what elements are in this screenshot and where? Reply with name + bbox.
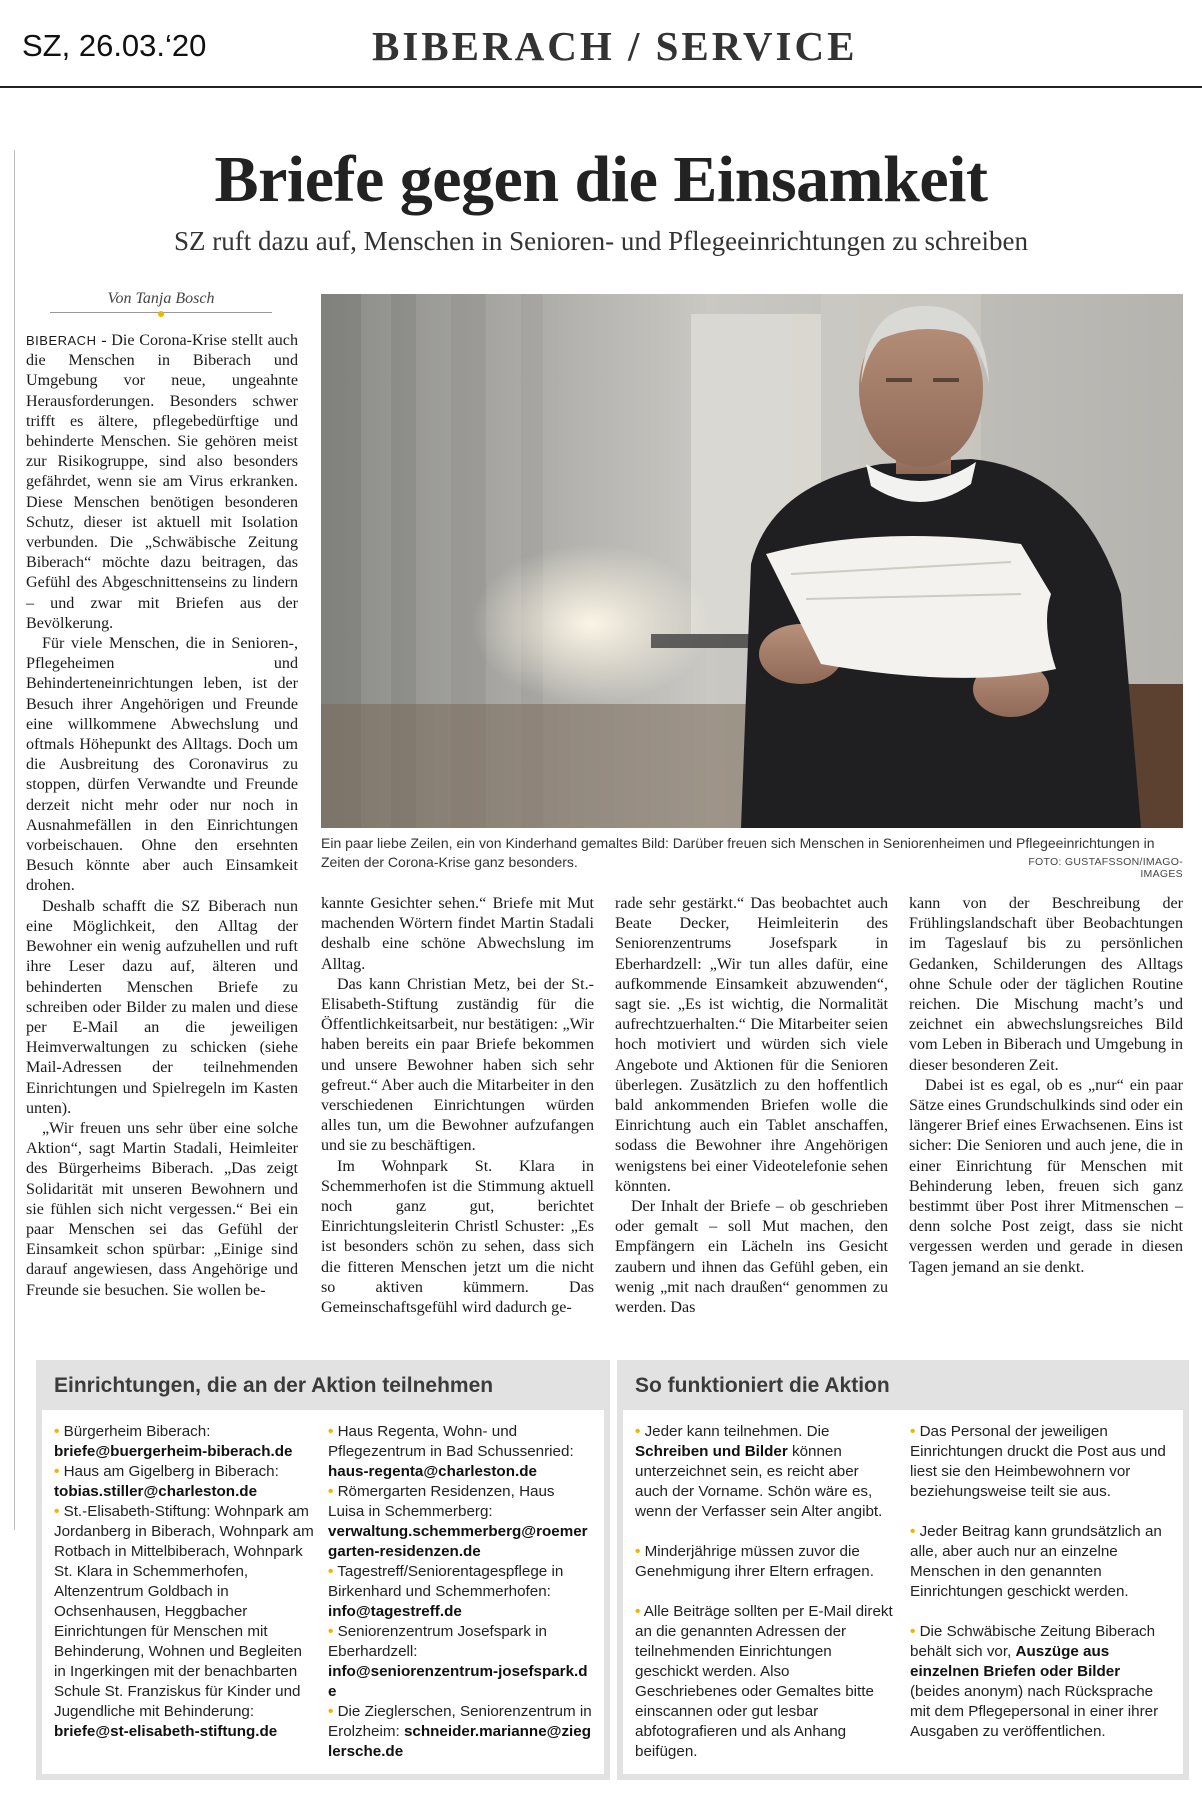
paragraph: Dabei ist es egal, ob es „nur“ ein paar Sätze eines Grundschulkinds sind oder ein längerer Brief eines Erwachsenen. Eins ist sicher: Die Senioren und auch jene, die in einer Einrichtung für Menschen mit Behinderung leben, freuen sich ganz bestimmt über Post ihrer Mitmenschen – denn solche Post zeigt, dass sie nicht vergessen werden und gerade in diesen Tagen jemand an sie denkt. (909, 1076, 1183, 1276)
article-column-1 (26, 331, 298, 1301)
subheadline: SZ ruft dazu auf, Menschen in Senioren- und Pflegeeinrichtungen zu schreiben (174, 226, 1028, 256)
howto-item: • Das Personal der jeweiligen Einrichtungen druckt die Post aus und liest sie den Heimbewohnern vor beziehungsweise teilt sie aus. (910, 1423, 1166, 1500)
paragraph: Im Wohnpark St. Klara in Schemmerhofen ist die Stimmung aktuell noch ganz gut, berichtet Einrichtungsleiterin Christl Schuster: „Es ist besonders schön zu sehen, dass sich die fitteren Menschen jetzt um die nicht so aktiven kümmern. Das Gemeinschaftsgefühl wird dadurch ge- (321, 1157, 594, 1317)
howto-col-1 (635, 1422, 893, 1762)
article-column-4 (909, 894, 1183, 1278)
facility-item: • Römergarten Residenzen, Haus Luisa in Schemmerberg: verwaltung.schemmerberg@roemergarten-residenzen.de (328, 1483, 588, 1560)
article-column-2 (321, 894, 594, 1318)
paragraph: Das kann Christian Metz, bei der St.-Elisabeth-Stiftung zuständig für die Öffentlichkeitsarbeit, nur bestätigen: „Wir haben bereits ein paar Briefe bekommen und unsere Bewohner haben sich sehr gefreut.“ Aber auch die Mitarbeiter in den verschiedenen Einrichtungen würden alles tun, um die Bewohner aufzufangen und sie zu beschäftigen. (321, 975, 594, 1155)
facilities-box (36, 1360, 610, 1780)
facility-item: • Seniorenzentrum Josefspark in Eberhardzell: info@seniorenzentrum-josefspark.de (328, 1623, 588, 1700)
paragraph: kann von der Beschreibung der Frühlingslandschaft über Beobachtungen im Tageslauf bis zu persönlichen Gedanken, Schilderungen des Alltags ohne Schule oder der täglichen Routine reichen. Die Mischung macht’s und zeichnet ein abwechslungsreiches Bild vom Leben in Biberach und Umgebung in dieser besonderen Zeit. (909, 895, 1183, 1074)
header-rule (0, 86, 1202, 88)
frame-line (14, 150, 15, 1530)
byline-dot (158, 311, 164, 317)
paragraph: „Wir freuen uns sehr über eine solche Aktion“, sagt Martin Stadali, Heimleiter des Bürgerheims Biberach. „Das zeigt Solidarität mit unseren Bewohnern und sie fühlen sich nicht vergessen.“ Bei ein paar Menschen sei das Gefühl der Einsamkeit schon spürbar: „Einige sind darauf angewiesen, dass Angehörige und Freunde sie besuchen. Sie wollen be- (26, 1119, 298, 1299)
howto-box (617, 1360, 1189, 1780)
paragraph: rade sehr gestärkt.“ Das beobachtet auch Beate Decker, Heimleiterin des Seniorenzentrums Josefspark in Eberhardzell: „Wir tun alles dafür, eine aufkommende Einsamkeit abzuwenden“, sagt sie. „Es ist wichtig, die Normalität aufrechtzuerhalten.“ Die Mitarbeiter seien hoch motiviert und würden sich viele Angebote und Aktionen für die Senioren überlegen. Zusätzlich zu den hoffentlich bald ankommenden Briefen wolle die Einrichtung auch ein Tablet anschaffen, sodass die Bewohner ihre Angehörigen wenigstens bei einer Videotelefonie sehen könnten. (615, 895, 888, 1195)
facility-email[interactable]: info@seniorenzentrum-josefspark.de (328, 1663, 588, 1700)
headline: Briefe gegen die Einsamkeit (214, 143, 988, 216)
howto-col-2 (910, 1422, 1168, 1742)
photo-senior-reading-letter (321, 294, 1183, 828)
article-photo (321, 294, 1183, 828)
howto-item: • Jeder Beitrag kann grundsätzlich an alle, aber auch nur an einzelne Menschen in den genannten Einrichtungen geschickt werden. (910, 1523, 1162, 1600)
facility-email[interactable]: haus-regenta@charleston.de (328, 1463, 537, 1480)
facility-email[interactable]: schneider.marianne@zieglersche.de (328, 1723, 591, 1760)
facility-email[interactable]: briefe@buergerheim-biberach.de (54, 1443, 293, 1460)
facility-item: • St.-Elisabeth-Stiftung: Wohnpark am Jordanberg in Biberach, Wohnpark am Rotbach in Mittelbiberach, Wohnpark St. Klara in Schemmerhofen, Altenzentrum Goldbach in Ochsenhausen, Heggbacher Einrichtungen für Menschen mit Behinderung, Wohnen und Begleiten in Ingerkingen mit der benachbarten Schule St. Franziskus für Kinder und Jugendliche mit Behinderung: briefe@st-elisabeth-stiftung.de (54, 1503, 314, 1740)
byline: Von Tanja Bosch (50, 290, 272, 313)
paragraph: BIBERACH - Die Corona-Krise stellt auch die Menschen in Biberach und Umgebung vor neue, ungeahnte Herausforderungen. Besonders schwer trifft es ältere, pflegebedürftige und behinderte Menschen. Sie gehören meist zur Risikogruppe, sind also besonders gefährdet, wenn sie am Virus erkranken. Diese Menschen benötigen besonderen Schutz, dieser ist aktuell mit Isolation verbunden. Die „Schwäbische Zeitung Biberach“ möchte dazu beitragen, das Gefühl des Abgeschnittenseins zu lindern – und zwar mit Briefen aus der Bevölkerung. (26, 332, 298, 632)
photo-caption: Ein paar liebe Zeilen, ein von Kinderhand gemaltes Bild: Darüber freuen sich Menschen in Seniorenheimen und Pflegeeinrichtungen in Zeiten der Corona-Krise ganz besonders. (321, 835, 1155, 870)
facility-item: • Bürgerheim Biberach: briefe@buergerheim-biberach.de (54, 1423, 293, 1460)
facilities-col-2 (328, 1422, 592, 1762)
article-column-3 (615, 894, 888, 1318)
facility-email[interactable]: tobias.stiller@charleston.de (54, 1483, 258, 1500)
howto-item: • Jeder kann teilnehmen. Die Schreiben und Bilder können unterzeichnet sein, es reicht aber auch der Vorname. Schön wäre es, wenn der Verfasser sein Alter angibt. (635, 1423, 883, 1520)
howto-item: • Minderjährige müssen zuvor die Genehmigung ihrer Eltern erfragen. (635, 1543, 874, 1580)
box-title: Einrichtungen, die an der Aktion teilnehmen (54, 1374, 494, 1397)
newspaper-date: SZ, 26.03.‘20 (22, 28, 207, 63)
paragraph: Der Inhalt der Briefe – ob geschrieben oder gemalt – soll Mut machen, den Empfängern ein Lächeln ins Gesicht zaubern und ihnen das Gefühl geben, ein wenig „mit nach draußen“ genommen zu werden. Das (615, 1198, 888, 1317)
facility-email[interactable]: info@tagestreff.de (328, 1603, 462, 1620)
facility-item: • Tagestreff/Seniorentagespflege in Birkenhard und Schemmerhofen: info@tagestreff.de (328, 1563, 564, 1620)
facility-email[interactable]: briefe@st-elisabeth-stiftung.de (54, 1723, 278, 1740)
paragraph: Für viele Menschen, die in Senioren-, Pflegeheimen und Behinderteneinrichtungen leben, ist der Besuch ihrer Angehörigen und Freunde eine willkommene Abwechslung und oftmals Höhepunkt des Alltags. Doch um die Ausbreitung des Coronavirus zu stoppen, dürfen Verwandte und Freunde derzeit nicht mehr oder nur noch in Ausnahmefällen in den Einrichtungen vorbeischauen. Ohne den ersehnten Besuch könnte aber auch Einsamkeit drohen. (26, 635, 298, 895)
facility-item: • Haus am Gigelberg in Biberach: tobias.stiller@charleston.de (54, 1463, 279, 1500)
dateline: BIBERACH (26, 333, 97, 348)
photo-credit: FOTO: GUSTAFSSON/IMAGO-IMAGES (1028, 856, 1183, 880)
facility-item: • Haus Regenta, Wohn- und Pflegezentrum in Bad Schussenried: haus-regenta@charleston.de (328, 1423, 574, 1480)
howto-item: • Die Schwäbische Zeitung Biberach behält sich vor, Auszüge aus einzelnen Briefen oder Bilder (beides anonym) nach Rücksprache mit dem Pflegepersonal in einer ihrer Ausgaben zu veröffentlichen. (910, 1623, 1159, 1740)
box-title: So funktioniert die Aktion (635, 1374, 890, 1397)
howto-item: • Alle Beiträge sollten per E-Mail direkt an die genannten Adressen der teilnehmenden Einrichtungen geschickt werden. Also Geschriebenes oder Gemaltes bitte einscannen oder gut lesbar abfotografieren und als Anhang beifügen. (635, 1603, 893, 1760)
section-title: BIBERACH / SERVICE (372, 23, 858, 69)
paragraph: Deshalb schafft die SZ Biberach nun eine Möglichkeit, den Alltag der Bewohner ein wenig aufzuhellen und ruft ihre Leser dazu auf, älteren und behinderten Menschen Briefe zu schreiben oder Bilder zu malen und diese per E-Mail an die jeweiligen Heimverwaltungen zu schicken (siehe Mail-Adressen der teilnehmenden Einrichtungen und Spielregeln im Kasten unten). (26, 897, 298, 1117)
facility-email[interactable]: verwaltung.schemmerberg@roemergarten-residenzen.de (328, 1523, 588, 1560)
facilities-col-1 (54, 1422, 314, 1742)
facility-item: • Die Zieglerschen, Seniorenzentrum in Erolzheim: schneider.marianne@zieglersche.de (328, 1703, 592, 1760)
paragraph: kannte Gesichter sehen.“ Briefe mit Mut machenden Wörtern findet Martin Stadali deshalb eine schöne Abwechslung im Alltag. (321, 895, 594, 973)
